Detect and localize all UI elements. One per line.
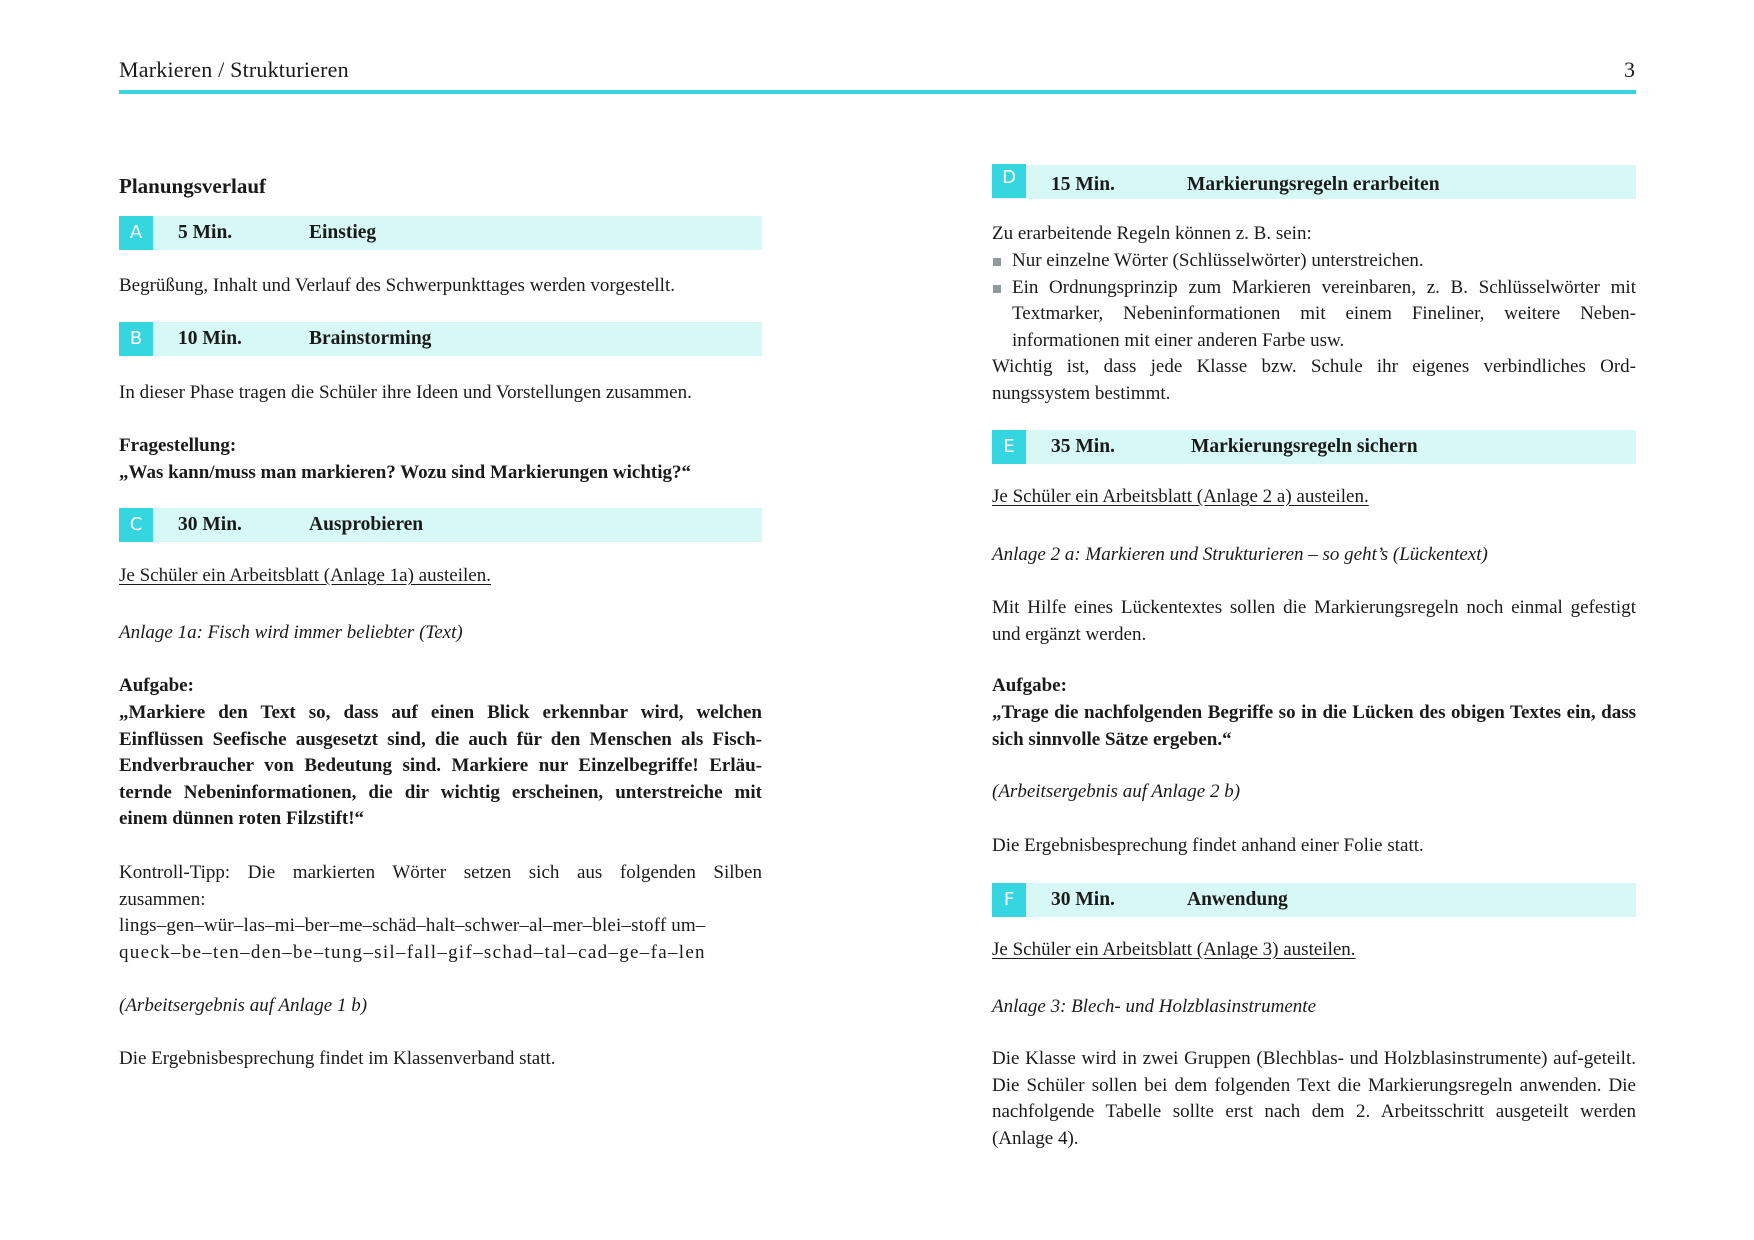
phase-duration: 30 Min. (1051, 889, 1115, 910)
bullet-square-icon (993, 258, 1001, 266)
handout-instruction: Je Schüler ein Arbeitsblatt (Anlage 1a) austeilen. (119, 565, 491, 586)
phase-title: Markierungsregeln sichern (1191, 436, 1418, 457)
handout-instruction: Je Schüler ein Arbeitsblatt (Anlage 2 a) austeilen. (992, 486, 1369, 507)
phase-title: Einstieg (309, 222, 377, 243)
phase-letter-badge: B (119, 322, 153, 356)
task-line: Einflüssen Seefische ausgesetzt sind, die auch für den Menschen als Fisch- (119, 728, 762, 750)
phase-duration: 10 Min. (178, 328, 242, 349)
result-reference: (Arbeitsergebnis auf Anlage 1 b) (119, 995, 368, 1016)
task-text: „Trage die nachfolgenden Begriffe so in die Lücken des obigen Textes ein, dass sich sinnvolle Sätze ergeben.“ (992, 702, 1636, 750)
phase-duration: 5 Min. (178, 222, 233, 243)
phase-letter-badge: F (992, 883, 1026, 917)
control-tip-line: Kontroll-Tipp: Die markierten Wörter setzen sich aus folgenden Silben (119, 862, 762, 883)
discussion-note: Die Ergebnisbesprechung findet im Klassenverband statt. (119, 1048, 556, 1069)
task-label: Aufgabe: (119, 675, 194, 696)
anlage-caption: Anlage 2 a: Markieren und Strukturieren – so geht’s (Lückentext) (992, 544, 1488, 565)
phase-b-text: In dieser Phase tragen die Schüler ihre Ideen und Vorstellungen zusammen. (119, 382, 692, 403)
cloze-text-description: Mit Hilfe eines Lückentextes sollen die Markierungsregeln noch einmal gefestigt und ergänzt werden. (992, 597, 1636, 645)
section-title: Planungsverlauf (119, 174, 267, 198)
phase-title: Brainstorming (309, 328, 432, 349)
phase-letter-badge: A (119, 216, 153, 250)
application-text: Die Klasse wird in zwei Gruppen (Blechblas- und Holzblasinstrumente) auf-geteilt. Die Schüler sollen bei dem folgenden Text die Markierungsregeln anwenden. Die nachfolgende Tabelle sollte erst nach dem 2. Arbeitsschritt ausgeteilt werden (Anlage 4). (992, 1048, 1636, 1149)
task-line: einem dünnen roten Filzstift!“ (119, 808, 365, 829)
page-number: 3 (1624, 57, 1635, 82)
task-line: „Markiere den Text so, dass auf einen Blick erkennbar wird, welchen (119, 702, 762, 723)
anlage-caption: Anlage 3: Blech- und Holzblasinstrumente (992, 996, 1317, 1017)
syllables-line: lings–gen–wür–las–mi–ber–me–schäd–halt–schwer–al–mer–blei–stoff um– (119, 915, 706, 936)
rules-note: Wichtig ist, dass jede Klasse bzw. Schule ihr eigenes verbindliches Ord-nungssystem bestimmt. (992, 356, 1636, 404)
phase-bar-c (119, 508, 762, 542)
rules-list-item: Ein Ordnungsprinzip zum Markieren vereinbaren, z. B. Schlüsselwörter mit Textmarker, Nebeninformationen mit einem Fineliner, weitere Neben-informationen mit einer anderen Farbe usw. (992, 275, 1636, 355)
phase-bar-d (992, 165, 1636, 199)
task-label: Aufgabe: (992, 675, 1067, 696)
task-text (119, 700, 762, 833)
phase-a-text: Begrüßung, Inhalt und Verlauf des Schwerpunkttages werden vorgestellt. (119, 275, 675, 296)
rules-list-item: Nur einzelne Wörter (Schlüsselwörter) unterstreichen. (992, 248, 1636, 275)
phase-letter-badge: D (992, 164, 1026, 198)
phase-title: Ausprobieren (309, 514, 424, 535)
handout-instruction: Je Schüler ein Arbeitsblatt (Anlage 3) austeilen. (992, 939, 1356, 960)
phase-bar-f (992, 883, 1636, 917)
anlage-caption: Anlage 1a: Fisch wird immer beliebter (Text) (119, 622, 463, 643)
rules-list (992, 248, 1636, 354)
header-rule (119, 90, 1636, 94)
running-header-title: Markieren / Strukturieren (119, 57, 349, 82)
phase-bar-a (119, 216, 762, 250)
task-line: Endverbraucher von Bedeutung sind. Markiere nur Einzelbegriffe! Erläu- (119, 755, 762, 776)
phase-duration: 30 Min. (178, 514, 242, 535)
phase-title: Anwendung (1187, 889, 1288, 910)
question-label: Fragestellung: (119, 435, 237, 456)
question-text: „Was kann/muss man markieren? Wozu sind Markierungen wichtig?“ (119, 462, 692, 483)
phase-letter-badge: C (119, 508, 153, 542)
discussion-note: Die Ergebnisbesprechung findet anhand einer Folie statt. (992, 835, 1424, 856)
control-tip-line: zusammen: (119, 889, 206, 910)
result-reference: (Arbeitsergebnis auf Anlage 2 b) (992, 781, 1241, 802)
syllables-line: queck–be–ten–den–be–tung–sil–fall–gif–schad–tal–cad–ge–fa–len (119, 942, 706, 963)
bullet-square-icon (993, 285, 1001, 293)
phase-duration: 35 Min. (1051, 436, 1115, 457)
phase-title: Markierungsregeln erarbeiten (1187, 174, 1440, 195)
phase-letter-badge: E (992, 430, 1026, 464)
task-line: ternde Nebeninformationen, die dir wichtig erscheinen, unterstreiche mit (119, 781, 762, 803)
rules-intro: Zu erarbeitende Regeln können z. B. sein: (992, 223, 1312, 244)
phase-bar-e (992, 430, 1636, 464)
phase-bar-b (119, 322, 762, 356)
phase-duration: 15 Min. (1051, 174, 1115, 195)
